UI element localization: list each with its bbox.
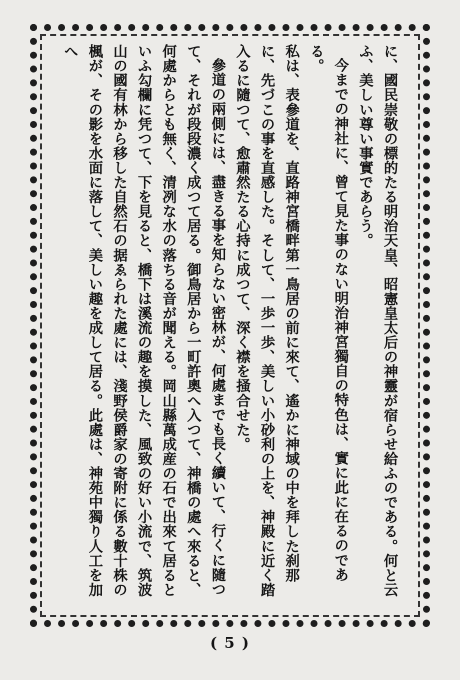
- page-number: ( 5 ): [209, 634, 251, 652]
- body-text: [58, 44, 402, 610]
- vertical-text-columns: [58, 44, 402, 610]
- paragraph-2: 今までの神社に、曾て見た事のない明治神宮獨自の特色は、實に此に在るのである。: [308, 44, 349, 583]
- paragraph-3: 私は、表參道を、直路神宮橋畔第一鳥居の前に來て、遙かに神域の中を拜した刹那に、先づこの事を直感した。そして、一歩一歩、美しい小砂利の上を、神殿に近く踏入るに隨つて、愈肅然たる心持に成つて、深く襟を掻合せた。: [234, 44, 300, 597]
- paragraph-4: 參道の兩側には、盡きる事を知らない密林が、何處までも長く續いて、行くに隨つて、それが段段濃く成つて居る。御鳥居から一町許奧へ入つて、神橋の處へ來ると、何處からとも無く、清冽な水の落ちる音が聞える。岡山縣萬成産の石で出來て居るといふ勾欄に凭つて、下を見ると、橋下は溪流の趣を摸した、風致の好い小流で、筑波山の國有林から移した自然石の据ゑられた處には、淺野侯爵家の寄附に係る數十株の楓が、その影を水面に落して、美しい趣を成して居る。此處は、神苑中獨り人工を加へ: [62, 44, 226, 597]
- paragraph-1: に、國民崇敬の標的たる明治天皇、昭憲皇太后の神靈が宿らせ給ふのである。何と云ふ、美しい尊い事實であらう。: [357, 44, 398, 597]
